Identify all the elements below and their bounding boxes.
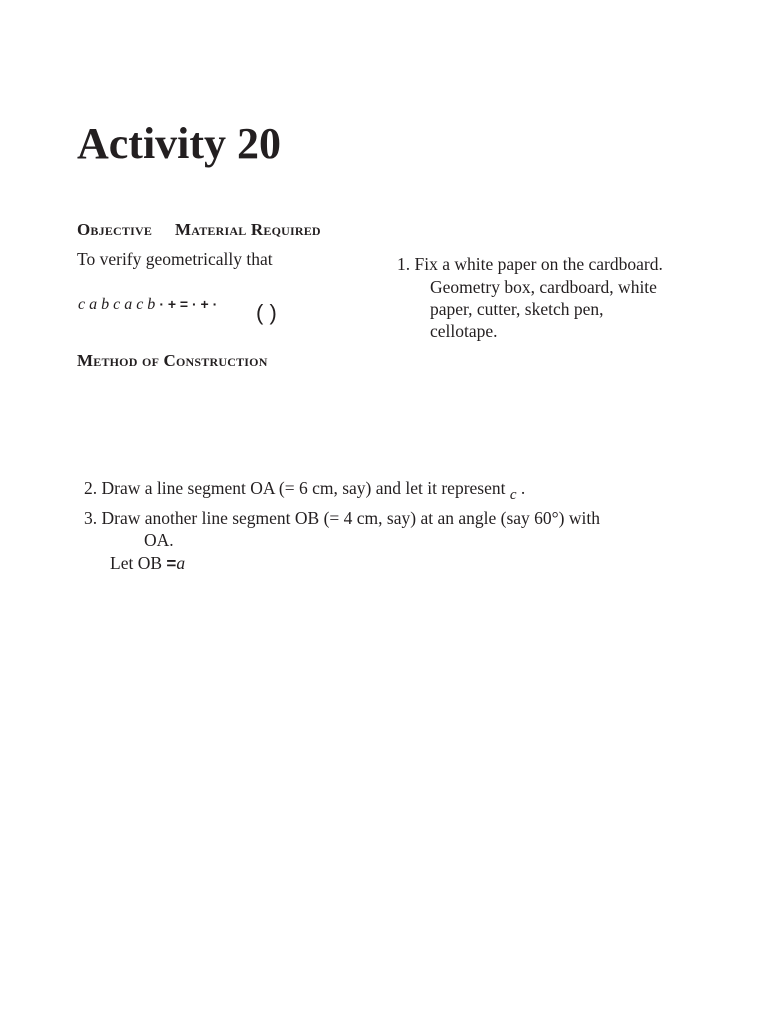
step-2-variable: c (509, 487, 517, 503)
formula-variables: c a b c a c b (78, 296, 156, 313)
formula-operators: · + = · + · (159, 296, 218, 312)
step-3-variable: a (176, 553, 186, 573)
step-3-let-text: Let OB (110, 553, 163, 573)
step-3-continuation: OA. (144, 530, 174, 550)
step-3-let (110, 552, 185, 575)
method-heading: Method of Construction (77, 351, 268, 370)
step-2 (84, 477, 525, 501)
material-list-line-3: cellotape. (430, 321, 498, 341)
step-3: 3. Draw another line segment OB (= 4 cm, say) at an angle (say 60°) with (84, 508, 600, 528)
formula-parentheses: ( ) (256, 300, 277, 325)
formula (78, 293, 217, 316)
step-2-period: . (520, 478, 526, 498)
step-1: 1. Fix a white paper on the cardboard. (397, 254, 663, 274)
step-2-text: 2. Draw a line segment OA (= 6 cm, say) and let it represent (84, 478, 506, 498)
material-list-line-1: Geometry box, cardboard, white (430, 277, 657, 297)
step-3-equals: = (166, 554, 177, 573)
objective-heading: Objective (77, 220, 153, 239)
material-list-line-2: paper, cutter, sketch pen, (430, 299, 604, 319)
page-title: Activity 20 (77, 119, 282, 168)
material-heading: Material Required (175, 220, 321, 239)
objective-text: To verify geometrically that (77, 249, 273, 269)
